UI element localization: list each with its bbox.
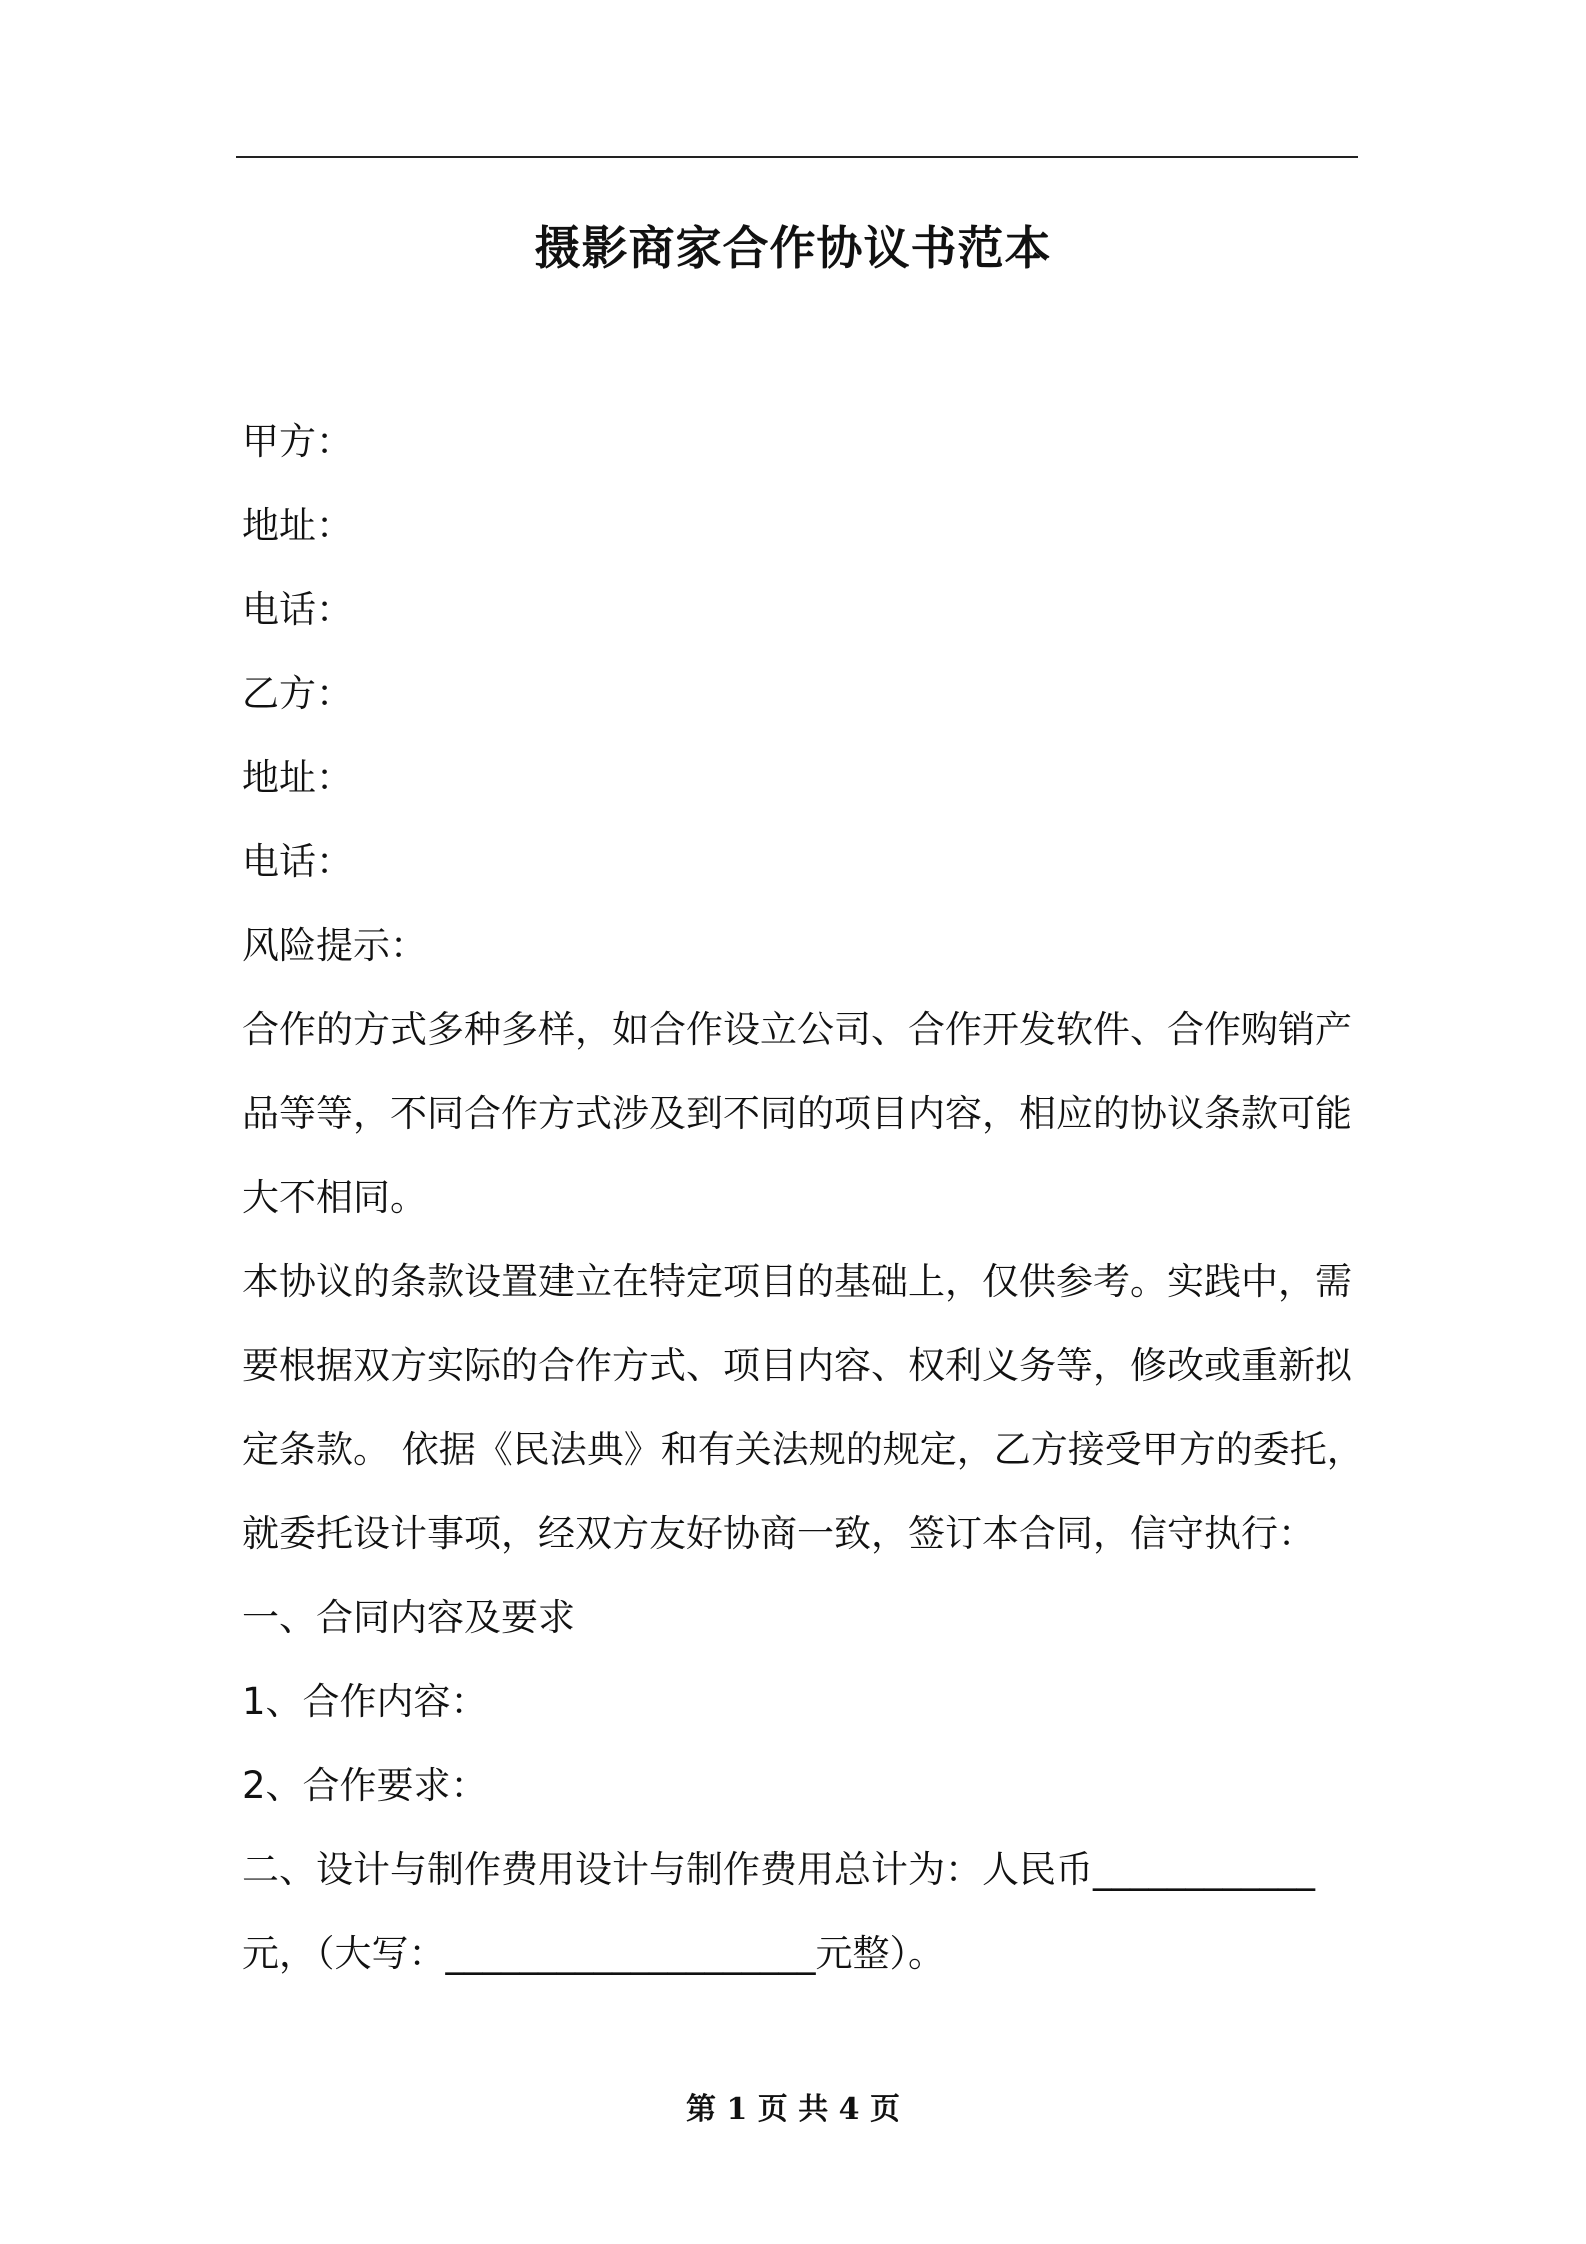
- risk-heading: 风险提示：: [242, 924, 427, 967]
- clause-item: 2、合作要求：: [242, 1764, 488, 1807]
- section-heading: 二、设计与制作费用设计与制作费用总计为：人民币____________: [242, 1848, 1315, 1891]
- header-rule: [236, 156, 1358, 158]
- paragraph-line: 元，（大写：____________________元整）。: [242, 1932, 945, 1975]
- paragraph-line: 要根据双方实际的合作方式、项目内容、权利义务等，修改或重新拟: [242, 1344, 1352, 1387]
- page-number: 第 1 页 共 4 页: [686, 2092, 900, 2127]
- document-body: [242, 400, 1382, 1996]
- clause-item: 1、合作内容：: [242, 1680, 488, 1723]
- party-b-label: 乙方：: [242, 672, 353, 715]
- party-b-address-label: 地址：: [242, 756, 353, 799]
- paragraph-line: 合作的方式多种多样，如合作设立公司、合作开发软件、合作购销产: [242, 1008, 1352, 1051]
- party-b-phone-label: 电话：: [242, 840, 353, 883]
- paragraph-line: 就委托设计事项，经双方友好协商一致，签订本合同，信守执行：: [242, 1512, 1315, 1555]
- paragraph-line: 本协议的条款设置建立在特定项目的基础上，仅供参考。实践中，需: [242, 1260, 1352, 1303]
- party-a-address-label: 地址：: [242, 504, 353, 547]
- party-a-label: 甲方：: [242, 420, 353, 463]
- party-a-phone-label: 电话：: [242, 588, 353, 631]
- document-title: 摄影商家合作协议书范本: [534, 221, 1052, 275]
- paragraph-line: 定条款。 依据《民法典》和有关法规的规定，乙方接受甲方的委托，: [242, 1428, 1364, 1471]
- section-heading: 一、合同内容及要求: [242, 1596, 575, 1639]
- paragraph-line: 大不相同。: [242, 1176, 427, 1219]
- paragraph-line: 品等等，不同合作方式涉及到不同的项目内容，相应的协议条款可能: [242, 1092, 1352, 1135]
